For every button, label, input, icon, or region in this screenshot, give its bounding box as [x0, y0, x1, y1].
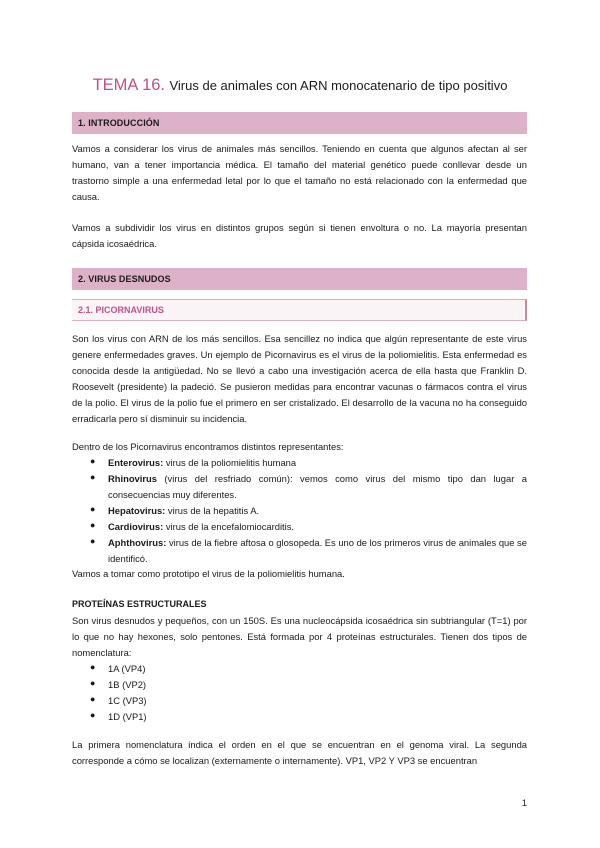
section-heading-introduccion: 1. INTRODUCCIÓN: [72, 112, 527, 134]
list-item-name: Aphthovirus:: [108, 537, 167, 548]
subsection-heading-picornavirus: 2.1. PICORNAVIRUS: [72, 299, 527, 321]
list-item-name: Rhinovirus: [108, 473, 157, 484]
list-item-1c: 1C (VP3): [108, 695, 147, 706]
bullet-icon: ●: [90, 520, 96, 530]
list-item-enterovirus: [108, 455, 527, 471]
list-item-rhinovirus: [108, 471, 527, 503]
bullet-icon: ●: [90, 694, 96, 704]
list-item-cardiovirus: [108, 519, 527, 535]
picornavirus-paragraph-1: Son los virus con ARN de los más sencillos. Esa sencillez no indica que algún representante de este virus genere enfermedades graves. Un ejemplo de Picornavirus es el virus de la poliomielitis. Esta enfermedad es conocida desde la antigüedad. No se llevó a cabo una investigación acerca de ella hasta que Franklin D. Roosevelt (presidente) la padeció. Se pusieron medidas para encontrar vacunas o fármacos contra el virus de la polio. El virus de la polio fue el primero en ser cristalizado. El desarrollo de la vacuna no ha conseguido erradicarla pero sí disminuir su incidencia.: [72, 333, 527, 424]
list-item-text: virus de la poliomielitis humana: [163, 457, 297, 468]
page-title: [0, 76, 600, 95]
list-item-1b: 1B (VP2): [108, 679, 147, 690]
picornavirus-paragraph-2: Dentro de los Picornavirus encontramos distintos representantes:: [72, 441, 344, 452]
bullet-icon: ●: [90, 536, 96, 546]
picornavirus-paragraph-3: Vamos a tomar como prototipo el virus de la poliomielitis humana.: [72, 568, 345, 579]
list-item-text: (virus del resfriado común): vemos como virus del mismo tipo dan lugar a consecuencias muy diferentes.: [108, 473, 527, 500]
list-item-name: Hepatovirus:: [108, 505, 166, 516]
list-item-1d: 1D (VP1): [108, 711, 147, 722]
bullet-icon: ●: [90, 456, 96, 466]
list-item-name: Cardiovirus:: [108, 521, 164, 532]
bullet-icon: ●: [90, 472, 96, 482]
proteinas-paragraph-2: La primera nomenclatura indica el orden en el que se encuentran en el genoma viral. La segunda corresponde a cómo se localizan (externamente o internamente). VP1, VP2 Y VP3 se encuentran: [72, 739, 527, 766]
list-item-aphthovirus: [108, 535, 527, 567]
bullet-icon: ●: [90, 678, 96, 688]
bullet-icon: ●: [90, 504, 96, 514]
bullet-icon: ●: [90, 710, 96, 720]
list-item-text: virus de la encefalomiocarditis.: [163, 521, 295, 532]
proteinas-paragraph-1: Son virus desnudos y pequeños, con un 150S. Es una nucleocápsida icosaédrica sin subtriangular (T=1) por lo que no hay hexones, solo pentones. Está formada por 4 proteínas estructurales. Tienen dos tipos de nomenclatura:: [72, 615, 527, 658]
intro-paragraph-1: Vamos a considerar los virus de animales más sencillos. Teniendo en cuenta que algunos afectan al ser humano, van a tener importancia médica. El tamaño del material genético puede conllevar desde un trastorno simple a una enfermedad letal por lo que el tamaño no está relacionado con la enfermedad que causa.: [72, 143, 527, 202]
list-item-name: Enterovirus:: [108, 457, 164, 468]
title-text: Virus de animales con ARN monocatenario de tipo positivo: [169, 78, 508, 93]
title-tema: TEMA 16.: [92, 76, 166, 94]
list-item-text: virus de la fiebre aftosa o glosopeda. Es uno de los primeros virus de animales que se identificó.: [108, 537, 527, 564]
bullet-icon: ●: [90, 662, 96, 672]
heading-proteinas-estructurales: PROTEÍNAS ESTRUCTURALES: [72, 599, 207, 609]
list-item-text: virus de la hepatitis A.: [165, 505, 260, 516]
intro-paragraph-2: Vamos a subdividir los virus en distintos grupos según si tienen envoltura o no. La mayoría presentan cápsida icosaédrica.: [72, 222, 527, 249]
list-item-hepatovirus: [108, 503, 527, 519]
list-item-1a: 1A (VP4): [108, 663, 146, 674]
page-number: 1: [521, 798, 527, 809]
section-heading-virus-desnudos: 2. VIRUS DESNUDOS: [72, 268, 527, 290]
